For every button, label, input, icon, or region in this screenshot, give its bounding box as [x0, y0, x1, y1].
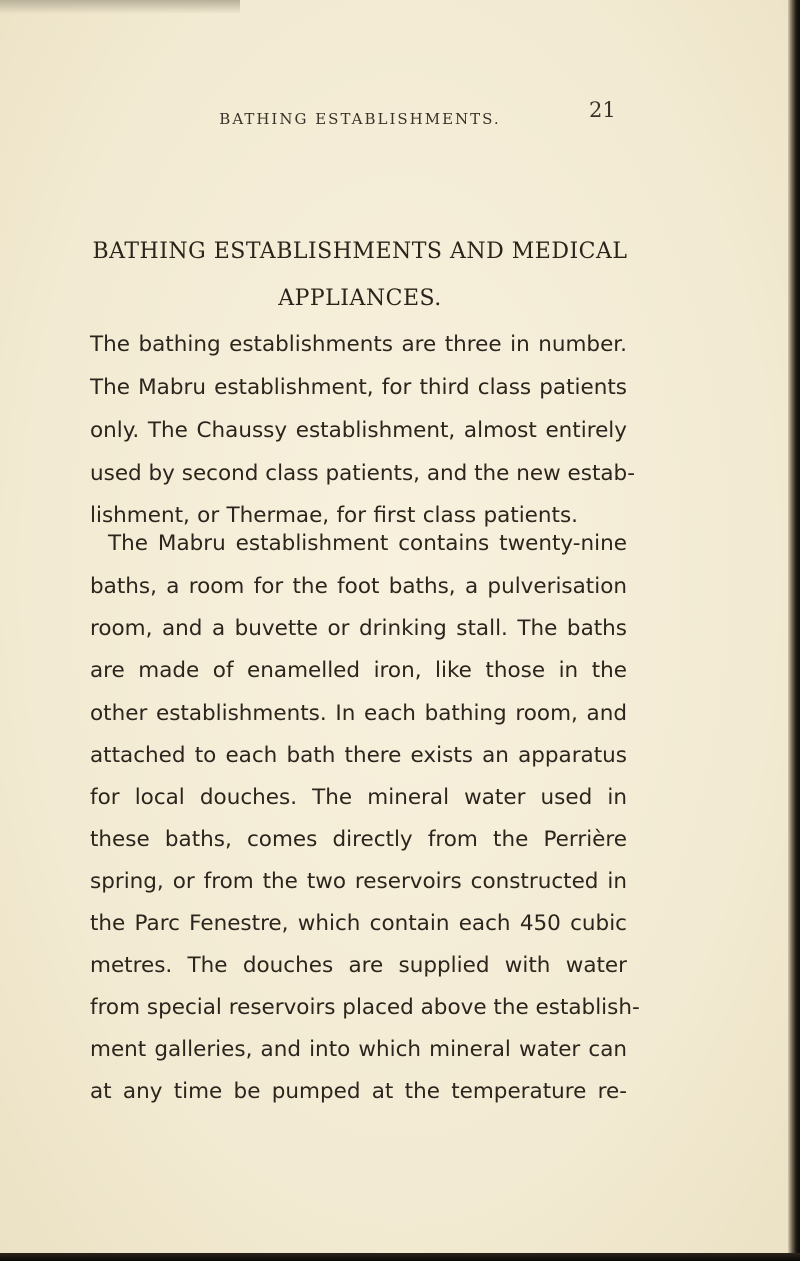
body-line: ment galleries, and into which mineral water can [90, 1037, 627, 1062]
body-line: room, and a buvette or drinking stall. The baths [90, 616, 627, 641]
body-line: from special reservoirs placed above the establish- [90, 995, 640, 1020]
body-line: baths, a room for the foot baths, a pulverisation [90, 574, 627, 599]
body-line: used by second class patients, and the new estab- [90, 461, 635, 486]
body-line: The Mabru establishment contains twenty-nine [108, 531, 627, 556]
body-line: are made of enamelled iron, like those in the [90, 658, 627, 683]
body-line: The Mabru establishment, for third class patients [90, 375, 627, 400]
body-line: attached to each bath there exists an apparatus [90, 743, 627, 768]
body-line: the Parc Fenestre, which contain each 450 cubic [90, 911, 627, 936]
body-line: at any time be pumped at the temperature re- [90, 1079, 627, 1104]
running-head: BATHING ESTABLISHMENTS. [219, 110, 501, 128]
section-title-line-1: BATHING ESTABLISHMENTS AND MEDICAL [92, 239, 628, 264]
body-line: only. The Chaussy establishment, almost entirely [90, 418, 627, 443]
body-line: metres. The douches are supplied with water [90, 953, 627, 978]
body-line: these baths, comes directly from the Perrière [90, 827, 627, 852]
body-line: The bathing establishments are three in number. [90, 332, 627, 357]
section-title-line-2: APPLIANCES. [278, 286, 442, 311]
body-line: lishment, or Thermae, for first class patients. [90, 503, 578, 528]
book-binding-edge [788, 0, 800, 1261]
page-bottom-edge [0, 1253, 800, 1261]
body-line: spring, or from the two reservoirs constructed in [90, 869, 627, 894]
body-line: other establishments. In each bathing room, and [90, 701, 627, 726]
page-number: 21 [589, 98, 616, 122]
body-line: for local douches. The mineral water used in [90, 785, 627, 810]
page-top-shadow [0, 0, 240, 14]
